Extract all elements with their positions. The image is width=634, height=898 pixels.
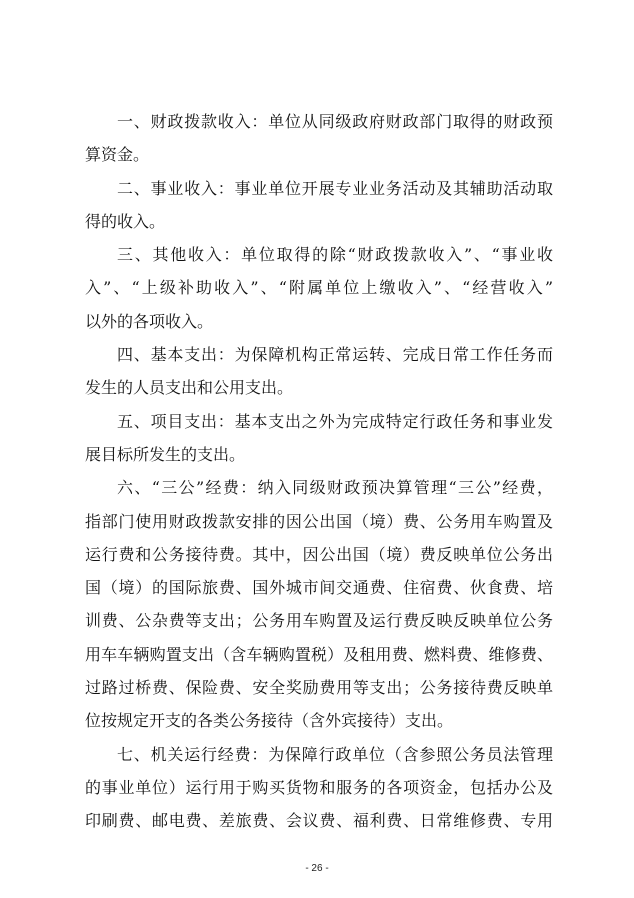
definition-fiscal-appropriation-income: [85, 105, 553, 172]
paragraph-line: 过路过桥费、保险费、安全奖励费用等支出；公务接待费反映单: [85, 678, 553, 698]
definition-three-public-expenses: [85, 471, 553, 737]
paragraph-line: 训费、公杂费等支出；公务用车购置及运行费反映反映单位公务: [85, 611, 553, 631]
paragraph-line: 五、项目支出：基本支出之外为完成特定行政任务和事业发: [117, 411, 553, 431]
paragraph-line: 指部门使用财政拨款安排的因公出国（境）费、公务用车购置及: [85, 511, 553, 531]
definition-agency-operating-expenses: [85, 738, 553, 838]
paragraph-line: 的事业单位）运行用于购买货物和服务的各项资金，包括办公及: [85, 777, 553, 797]
paragraph-line: 以外的各项收入。: [85, 311, 214, 331]
paragraph-line: 六、“三公”经费：纳入同级财政预决算管理“三公”经费，: [117, 478, 553, 498]
definition-other-income: [85, 238, 553, 338]
paragraph-line: 位按规定开支的各类公务接待（含外宾接待）支出。: [85, 711, 454, 731]
document-body: [85, 105, 553, 838]
paragraph-line: 一、财政拨款收入：单位从同级政府财政部门取得的财政预: [117, 112, 553, 131]
paragraph-line: 运行费和公务接待费。其中，因公出国（境）费反映单位公务出: [85, 544, 553, 564]
paragraph-line: 三、其他收入：单位取得的除“财政拨款收入”、“事业收: [117, 245, 553, 265]
paragraph-line: 用车车辆购置支出（含车辆购置税）及租用费、燃料费、维修费、: [85, 644, 553, 664]
paragraph-line: 算资金。: [85, 145, 150, 165]
definition-project-expenditure: [85, 405, 553, 472]
paragraph-line: 发生的人员支出和公用支出。: [85, 378, 294, 398]
paragraph-line: 入”、“上级补助收入”、“附属单位上缴收入”、“经营收入”: [85, 278, 553, 298]
paragraph-line: 七、机关运行经费：为保障行政单位（含参照公务员法管理: [117, 744, 553, 764]
paragraph-line: 得的收入。: [85, 211, 166, 231]
definition-basic-expenditure: [85, 338, 553, 405]
page-number: - 26 -: [305, 863, 329, 874]
paragraph-line: 二、事业收入：事业单位开展专业业务活动及其辅助活动取: [117, 178, 553, 198]
definition-business-income: [85, 172, 553, 239]
paragraph-line: 四、基本支出：为保障机构正常运转、完成日常工作任务而: [117, 345, 553, 365]
paragraph-line: 印刷费、邮电费、差旅费、会议费、福利费、日常维修费、专用: [85, 811, 553, 831]
paragraph-line: 国（境）的国际旅费、国外城市间交通费、住宿费、伙食费、培: [85, 578, 553, 598]
paragraph-line: 展目标所发生的支出。: [85, 444, 246, 464]
